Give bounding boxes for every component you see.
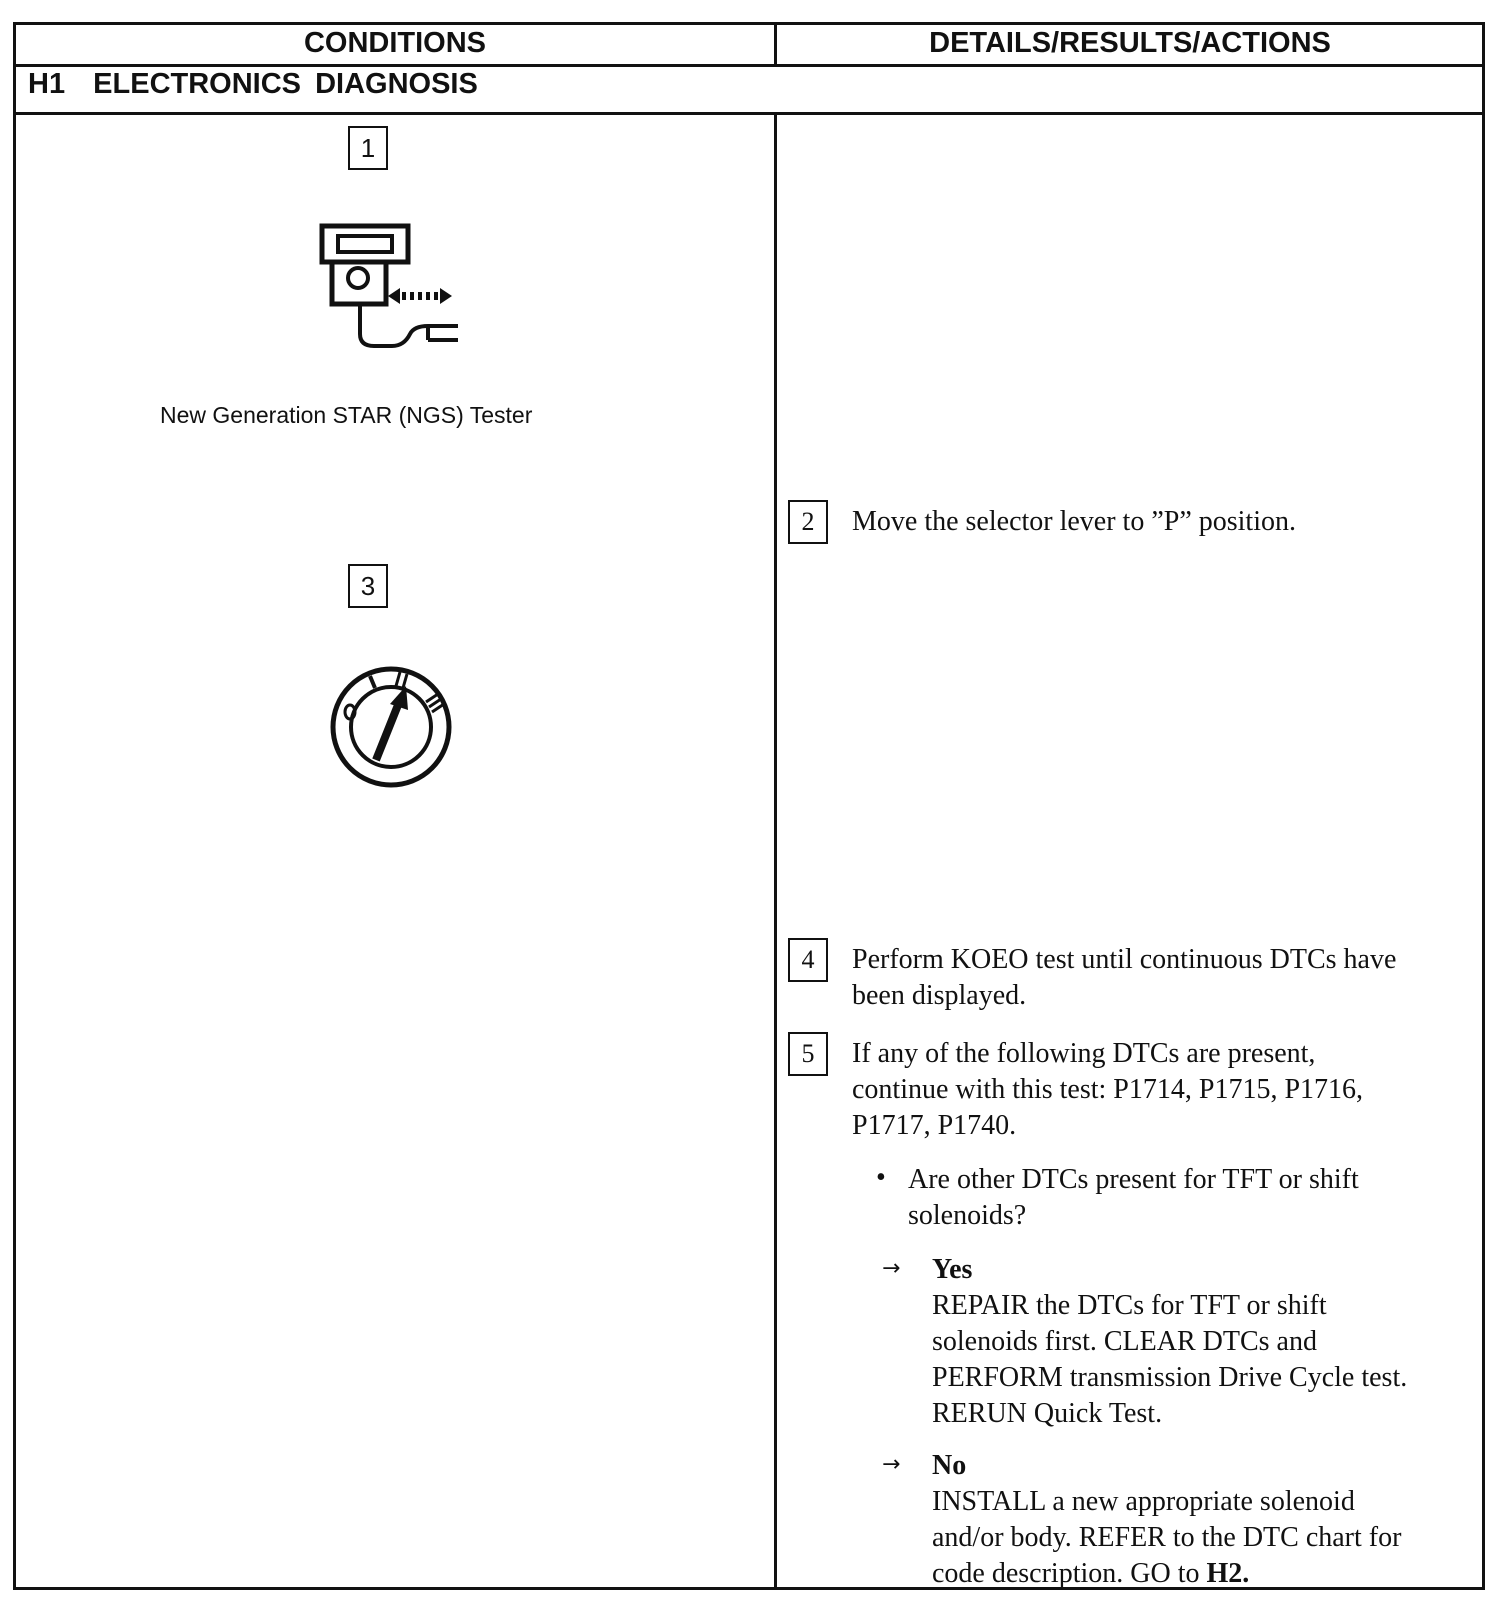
- header-details: DETAILS/RESULTS/ACTIONS: [929, 27, 1331, 59]
- step-5-line-1: If any of the following DTCs are present,: [852, 1038, 1316, 1069]
- no-label: No: [932, 1450, 967, 1481]
- section-title: H1 ELECTRONICS DIAGNOSIS: [28, 68, 478, 100]
- question-bullet: •: [876, 1162, 886, 1193]
- yes-label: Yes: [932, 1254, 973, 1285]
- step-5-line-2: continue with this test: P1714, P1715, P1716,: [852, 1074, 1364, 1105]
- yes-line-4: RERUN Quick Test.: [932, 1398, 1163, 1429]
- header-divider: [13, 64, 1485, 67]
- header-conditions: CONDITIONS: [303, 27, 487, 59]
- section-divider: [13, 112, 1485, 115]
- yes-line-3: PERFORM transmission Drive Cycle test.: [932, 1362, 1408, 1393]
- question-line-2: solenoids?: [908, 1200, 1027, 1231]
- step-4-line-2: been displayed.: [852, 980, 1027, 1011]
- step-2-text: Move the selector lever to ”P” position.: [852, 506, 1296, 537]
- no-line-2: and/or body. REFER to the DTC chart for: [932, 1522, 1402, 1553]
- ignition-switch-icon: [328, 664, 454, 790]
- step-4-box: 4: [788, 938, 828, 982]
- no-arrow-icon: →: [882, 1452, 901, 1477]
- no-line-3: code description. GO to H2.: [932, 1558, 1250, 1589]
- yes-line-1: REPAIR the DTCs for TFT or shift: [932, 1290, 1327, 1321]
- step-2-box: 2: [788, 500, 828, 544]
- column-separator: [774, 112, 777, 1590]
- no-line-1: INSTALL a new appropriate solenoid: [932, 1486, 1355, 1517]
- step-5-line-3: P1717, P1740.: [852, 1110, 1017, 1141]
- tester-caption: New Generation STAR (NGS) Tester: [160, 402, 533, 428]
- step-4-line-1: Perform KOEO test until continuous DTCs have: [852, 944, 1397, 975]
- yes-arrow-icon: →: [882, 1256, 901, 1281]
- step-5-box: 5: [788, 1032, 828, 1076]
- step-1-box: 1: [348, 126, 388, 170]
- ngs-tester-icon: [318, 222, 466, 352]
- question-line-1: Are other DTCs present for TFT or shift: [908, 1164, 1359, 1195]
- step-3-box: 3: [348, 564, 388, 608]
- column-separator-top: [774, 22, 777, 66]
- yes-line-2: solenoids first. CLEAR DTCs and: [932, 1326, 1317, 1357]
